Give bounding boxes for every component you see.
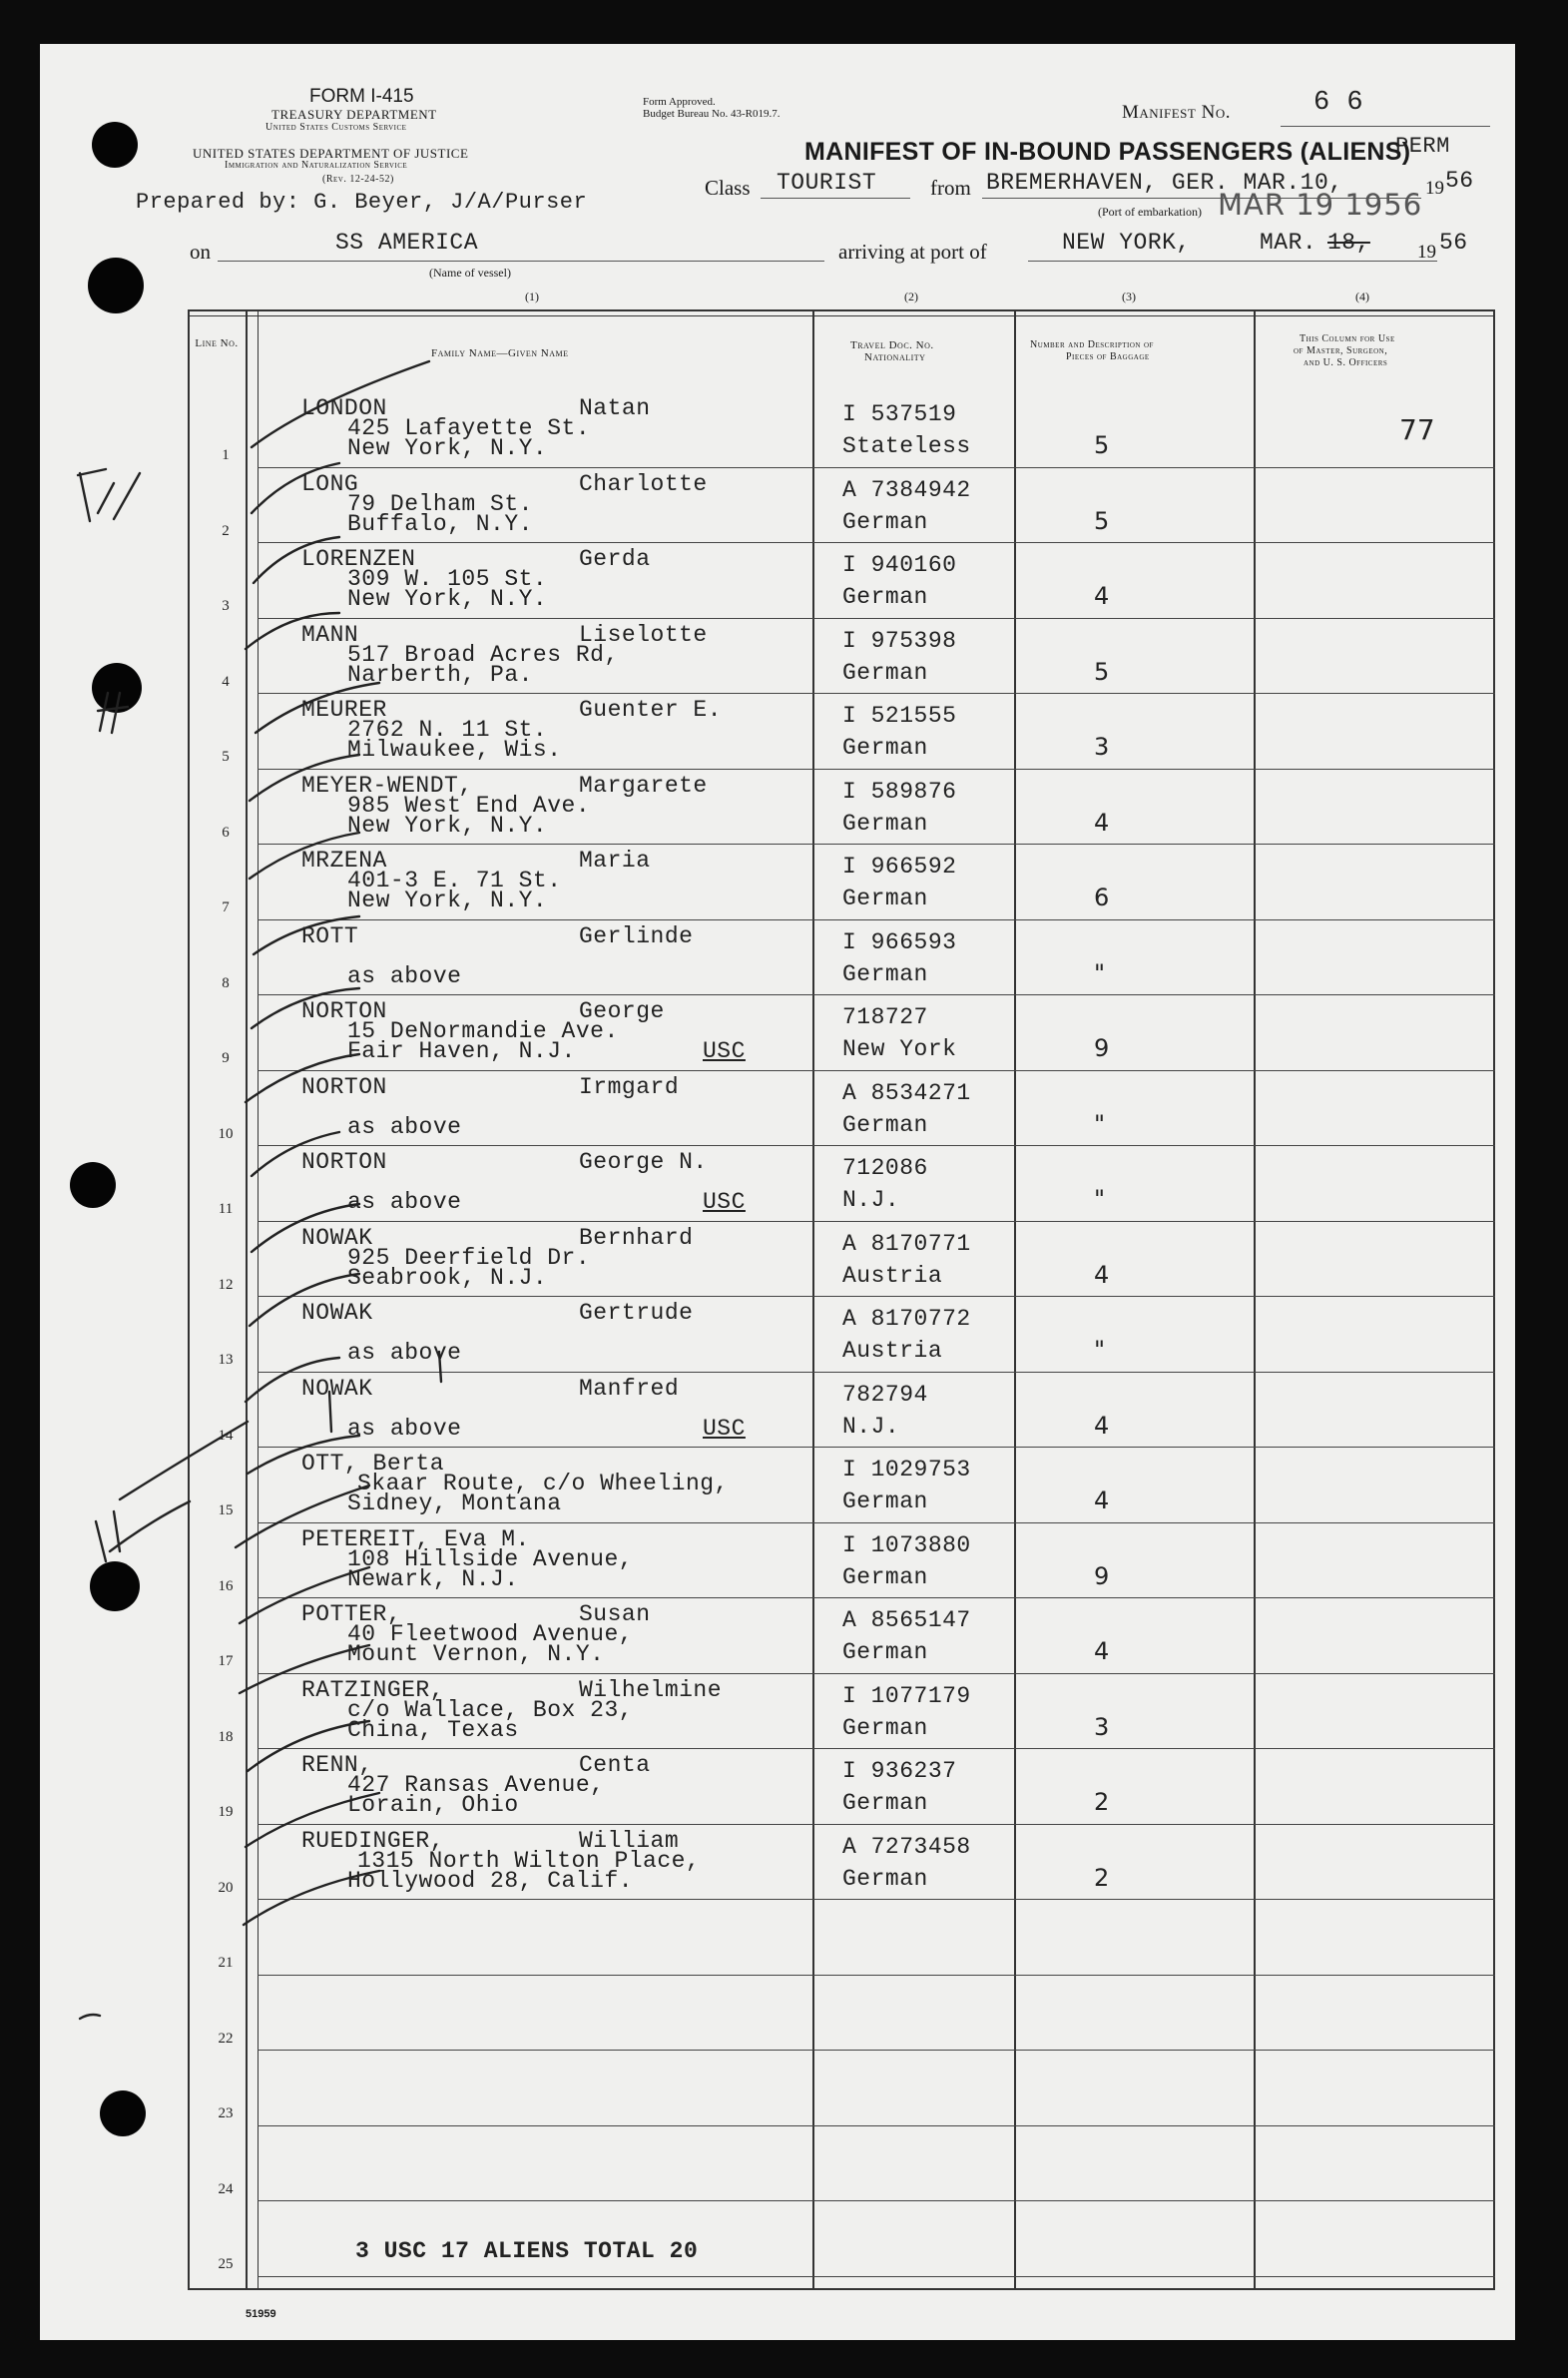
baggage-count: " <box>1094 1336 1106 1364</box>
address-line-2: Narberth, Pa. <box>347 661 533 688</box>
line-number: 18 <box>218 1728 234 1745</box>
family-name: ROTT <box>301 922 359 949</box>
travel-doc-number: I 1029753 <box>842 1457 971 1483</box>
given-name: Margarete <box>579 772 708 799</box>
class-value: TOURIST <box>777 170 877 196</box>
given-name: Charlotte <box>579 470 708 497</box>
vessel-caption: (Name of vessel) <box>429 266 511 280</box>
family-name: POTTER, <box>301 1601 402 1627</box>
address-line-1: 427 Ransas Avenue, <box>347 1772 605 1798</box>
from-year: 56 <box>1445 168 1474 194</box>
family-name: PETEREIT, Eva M. <box>301 1525 530 1552</box>
family-name: NORTON <box>301 1149 387 1175</box>
address-line-1: 79 Delham St. <box>347 490 533 517</box>
given-name: Manfred <box>579 1375 680 1402</box>
received-stamp: MAR 19 1956 <box>1218 188 1423 222</box>
nationality: German <box>842 960 928 987</box>
line-number: 7 <box>222 899 230 915</box>
footer-code: 51959 <box>246 2308 276 2320</box>
baggage-header: Number and Description of <box>1030 339 1154 350</box>
line-number: 9 <box>222 1050 230 1066</box>
justice-label: UNITED STATES DEPARTMENT OF JUSTICE <box>193 146 469 161</box>
travel-doc-number: A 8170772 <box>842 1306 971 1332</box>
nationality: Stateless <box>842 433 971 459</box>
baggage-header-2: Pieces of Baggage <box>1066 351 1150 362</box>
baggage-count: 9 <box>1094 1034 1110 1062</box>
given-name: Natan <box>579 395 651 421</box>
officers-header-3: and U. S. Officers <box>1304 357 1388 368</box>
punch-hole <box>88 258 144 313</box>
customs-label: United States Customs Service <box>265 122 407 133</box>
address-line-2: Fair Haven, N.J. <box>347 1038 576 1064</box>
nationality: New York <box>842 1036 957 1062</box>
usc-mark: USC <box>703 1038 746 1064</box>
address-line-2: New York, N.Y. <box>347 435 548 461</box>
family-name: NOWAK <box>301 1375 373 1402</box>
arrival-day: 18, <box>1327 230 1370 256</box>
travel-doc-number: I 966592 <box>842 854 957 880</box>
nationality: German <box>842 1563 928 1590</box>
arrival-port: NEW YORK, <box>1062 230 1191 256</box>
family-name: MANN <box>301 621 359 648</box>
line-number: 2 <box>222 522 230 539</box>
baggage-count: 9 <box>1094 1561 1110 1590</box>
line-number: 11 <box>218 1201 234 1217</box>
family-name: NORTON <box>301 998 387 1024</box>
address-line-2: Seabrook, N.J. <box>347 1264 548 1291</box>
travel-doc-number: A 8565147 <box>842 1607 971 1633</box>
line-no-header: Line No. <box>195 337 239 349</box>
line-number: 13 <box>218 1352 234 1368</box>
line-number: 12 <box>218 1276 234 1293</box>
nationality: German <box>842 584 928 610</box>
nationality: German <box>842 1790 928 1816</box>
given-name: Gertrude <box>579 1300 694 1326</box>
punch-hole <box>92 663 142 713</box>
treasury-label: TREASURY DEPARTMENT <box>271 107 437 122</box>
address-line-1: 985 West End Ave. <box>347 792 591 819</box>
address-line-2: as above <box>347 1189 462 1215</box>
prepared-by: Prepared by: G. Beyer, J/A/Purser <box>136 190 588 215</box>
address-line-2: Lorain, Ohio <box>347 1792 519 1818</box>
doc-header: Travel Doc. No. <box>850 339 934 351</box>
baggage-count: 5 <box>1094 657 1110 686</box>
address-line-1: 40 Fleetwood Avenue, <box>347 1621 634 1647</box>
travel-doc-number: A 7273458 <box>842 1833 971 1860</box>
punch-hole <box>92 122 138 168</box>
manifest-no-label: Manifest No. <box>1122 102 1231 123</box>
line-number: 21 <box>218 1955 234 1971</box>
column-number: (3) <box>1122 290 1136 303</box>
nationality: German <box>842 508 928 535</box>
baggage-count: " <box>1094 958 1106 987</box>
nationality-header: Nationality <box>864 351 926 363</box>
manifest-title: MANIFEST OF IN-BOUND PASSENGERS (ALIENS) <box>804 138 1411 166</box>
family-name: LORENZEN <box>301 546 416 572</box>
family-name: OTT, Berta <box>301 1451 445 1477</box>
manifest-number: 6 6 <box>1313 88 1364 118</box>
address-line-1: 15 DeNormandie Ave. <box>347 1018 619 1044</box>
vessel-name: SS AMERICA <box>335 230 479 256</box>
baggage-count: 2 <box>1094 1863 1110 1892</box>
address-line-1: 1315 North Wilton Place, <box>357 1847 701 1874</box>
nationality: German <box>842 1865 928 1892</box>
on-label: on <box>190 240 211 264</box>
line-number: 19 <box>218 1804 234 1820</box>
travel-doc-number: I 589876 <box>842 778 957 805</box>
travel-doc-number: I 537519 <box>842 401 957 427</box>
line-number: 24 <box>218 2180 234 2197</box>
travel-doc-number: I 975398 <box>842 627 957 654</box>
address-line-1: 925 Deerfield Dr. <box>347 1244 591 1271</box>
family-name: LONG <box>301 470 359 497</box>
nationality: N.J. <box>842 1187 900 1213</box>
given-name: Wilhelmine <box>579 1676 723 1703</box>
given-name: Centa <box>579 1752 651 1778</box>
nationality: N.J. <box>842 1413 900 1440</box>
line-number: 5 <box>222 749 230 765</box>
arrival-month: MAR. <box>1260 230 1317 256</box>
baggage-count: 3 <box>1094 733 1110 761</box>
family-name: RATZINGER, <box>301 1676 445 1703</box>
nationality: German <box>842 810 928 837</box>
punch-hole <box>100 2090 146 2136</box>
given-name: Bernhard <box>579 1224 694 1251</box>
total-line: 3 USC 17 ALIENS TOTAL 20 <box>355 2238 699 2264</box>
family-name: RUEDINGER, <box>301 1827 445 1854</box>
arriving-label: arriving at port of <box>838 240 987 264</box>
baggage-count: 4 <box>1094 582 1110 610</box>
nationality: German <box>842 1639 928 1665</box>
given-name: Liselotte <box>579 621 708 648</box>
travel-doc-number: I 1073880 <box>842 1531 971 1558</box>
travel-doc-number: 718727 <box>842 1004 928 1030</box>
baggage-count: 3 <box>1094 1712 1110 1741</box>
nationality: Austria <box>842 1338 943 1364</box>
address-line-1: c/o Wallace, Box 23, <box>347 1696 634 1723</box>
given-name: Maria <box>579 848 651 874</box>
column-number: (2) <box>904 290 918 303</box>
address-line-2: Hollywood 28, Calif. <box>347 1867 634 1894</box>
line-number: 22 <box>218 2030 234 2047</box>
baggage-count: 4 <box>1094 1260 1110 1289</box>
officer-note: 77 <box>1399 413 1435 446</box>
given-name: Gerda <box>579 546 651 572</box>
nationality: German <box>842 659 928 686</box>
line-number: 6 <box>222 824 230 841</box>
family-name: MEURER <box>301 697 387 723</box>
family-name: NOWAK <box>301 1300 373 1326</box>
address-line-2: New York, N.Y. <box>347 586 548 612</box>
line-number: 8 <box>222 974 230 991</box>
line-number: 1 <box>222 447 230 463</box>
travel-doc-number: A 8170771 <box>842 1230 971 1257</box>
given-name: William <box>579 1827 680 1854</box>
arrival-year: 56 <box>1439 230 1468 256</box>
baggage-count: 6 <box>1094 884 1110 911</box>
given-name: Irmgard <box>579 1073 680 1100</box>
address-line-2: Sidney, Montana <box>347 1490 562 1516</box>
address-line-2: New York, N.Y. <box>347 812 548 839</box>
nationality: German <box>842 1488 928 1514</box>
nationality: German <box>842 886 928 911</box>
punch-hole <box>90 1561 140 1611</box>
name-header: Family Name—Given Name <box>431 347 569 359</box>
baggage-count: 5 <box>1094 431 1110 459</box>
from-label: from <box>930 176 971 200</box>
nationality: Austria <box>842 1262 943 1289</box>
budget-number: Budget Bureau No. 43-R019.7. <box>643 108 781 120</box>
line-number: 25 <box>218 2256 234 2272</box>
address-line-2: Newark, N.J. <box>347 1565 519 1592</box>
line-number: 23 <box>218 2105 234 2121</box>
address-line-2: Mount Vernon, N.Y. <box>347 1641 605 1667</box>
revision-label: (Rev. 12-24-52) <box>322 174 394 185</box>
address-line-2: China, Texas <box>347 1716 519 1743</box>
family-name: MRZENA <box>301 848 387 874</box>
manifest-page <box>40 44 1515 2340</box>
address-line-2: as above <box>347 1415 462 1442</box>
usc-mark: USC <box>703 1189 746 1215</box>
family-name: NORTON <box>301 1073 387 1100</box>
address-line-2: Buffalo, N.Y. <box>347 510 533 537</box>
address-line-2: as above <box>347 1340 462 1366</box>
given-name: George N. <box>579 1149 708 1175</box>
nationality: German <box>842 735 928 761</box>
form-number: FORM I-415 <box>309 86 414 107</box>
line-number: 10 <box>218 1125 234 1142</box>
line-number: 4 <box>222 673 230 690</box>
travel-doc-number: 712086 <box>842 1155 928 1181</box>
line-number: 15 <box>218 1502 234 1518</box>
address-line-2: New York, N.Y. <box>347 888 548 913</box>
class-label: Class <box>705 176 751 200</box>
given-name: George <box>579 998 665 1024</box>
family-name: MEYER-WENDT, <box>301 772 473 799</box>
given-name: Guenter E. <box>579 697 723 723</box>
line-number: 3 <box>222 598 230 614</box>
family-name: RENN, <box>301 1752 373 1778</box>
baggage-count: " <box>1094 1109 1106 1138</box>
address-line-1: 401-3 E. 71 St. <box>347 868 562 893</box>
baggage-count: 4 <box>1094 1486 1110 1514</box>
perm-label: PERM <box>1395 134 1450 159</box>
address-line-1: 517 Broad Acres Rd, <box>347 641 619 668</box>
travel-doc-number: I 1077179 <box>842 1682 971 1709</box>
column-number: (1) <box>525 290 539 303</box>
travel-doc-number: 782794 <box>842 1381 928 1408</box>
line-number: 17 <box>218 1653 234 1669</box>
arrival-year-prefix: 19 <box>1417 242 1436 263</box>
baggage-count: 4 <box>1094 1637 1110 1665</box>
address-line-2: Milwaukee, Wis. <box>347 737 562 763</box>
address-line-1: 425 Lafayette St. <box>347 415 591 441</box>
travel-doc-number: I 936237 <box>842 1758 957 1784</box>
travel-doc-number: A 8534271 <box>842 1079 971 1106</box>
column-number: (4) <box>1355 290 1369 303</box>
line-number: 16 <box>218 1577 234 1594</box>
officers-header-2: of Master, Surgeon, <box>1294 345 1388 356</box>
form-approved: Form Approved. <box>643 96 716 108</box>
immigration-label: Immigration and Naturalization Service <box>225 160 408 171</box>
nationality: German <box>842 1714 928 1741</box>
port-embark-caption: (Port of embarkation) <box>1098 205 1202 219</box>
baggage-count: 4 <box>1094 808 1110 837</box>
travel-doc-number: I 966593 <box>842 928 957 955</box>
line-number: 14 <box>218 1427 234 1444</box>
baggage-count: 2 <box>1094 1788 1110 1816</box>
baggage-count: " <box>1094 1185 1106 1213</box>
travel-doc-number: I 521555 <box>842 703 957 729</box>
usc-mark: USC <box>703 1415 746 1442</box>
address-line-1: 108 Hillside Avenue, <box>347 1545 634 1572</box>
punch-hole <box>70 1162 116 1208</box>
travel-doc-number: I 940160 <box>842 552 957 578</box>
baggage-count: 4 <box>1094 1411 1110 1440</box>
family-name: LONDON <box>301 395 387 421</box>
nationality: German <box>842 1111 928 1138</box>
from-year-prefix: 19 <box>1425 178 1444 199</box>
address-line-1: 309 W. 105 St. <box>347 566 548 592</box>
given-name: Susan <box>579 1601 651 1627</box>
family-name: NOWAK <box>301 1224 373 1251</box>
travel-doc-number: A 7384942 <box>842 476 971 503</box>
given-name: Gerlinde <box>579 922 694 949</box>
port-of-embarkation: BREMERHAVEN, GER. MAR.10, <box>986 170 1343 196</box>
line-number: 20 <box>218 1879 234 1896</box>
address-line-1: Skaar Route, c/o Wheeling, <box>357 1471 729 1496</box>
baggage-count: 5 <box>1094 506 1110 535</box>
address-line-1: 2762 N. 11 St. <box>347 717 548 743</box>
officers-header: This Column for Use <box>1300 333 1395 344</box>
address-line-2: as above <box>347 1113 462 1140</box>
address-line-2: as above <box>347 962 462 989</box>
